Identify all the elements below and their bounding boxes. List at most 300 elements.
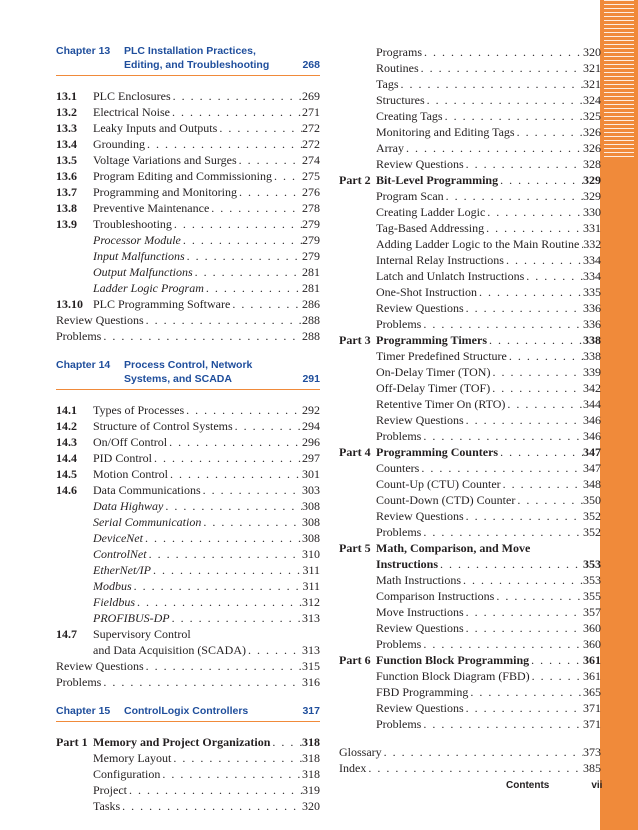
entry-label: DeviceNet — [93, 531, 143, 545]
toc-subentry[interactable] — [56, 514, 320, 530]
toc-entry[interactable] — [56, 184, 320, 200]
toc-entry[interactable] — [339, 620, 601, 636]
dot-leader — [160, 766, 302, 782]
dot-leader — [399, 76, 584, 92]
toc-entry[interactable]: 14.7 Supervisory Control — [56, 627, 191, 641]
section-number: 14.4 — [56, 451, 77, 465]
entry-page: 371 — [583, 717, 601, 731]
toc-entry[interactable] — [339, 396, 601, 412]
dot-leader — [504, 252, 583, 268]
entry-label: Routines — [376, 61, 419, 75]
entry-page: 286 — [302, 297, 320, 311]
part-1-entries — [56, 750, 320, 814]
entry-label: ControlNet — [93, 547, 147, 561]
entry-label: Creating Tags — [376, 109, 443, 123]
toc-entry[interactable] — [339, 44, 601, 60]
chapter-number: Chapter 15 — [56, 705, 111, 717]
section-number: 13.3 — [56, 121, 77, 135]
toc-subentry[interactable] — [56, 610, 320, 626]
entry-page: 365 — [583, 685, 601, 699]
toc-entry[interactable]: Review Questions . . . 315 — [56, 658, 320, 674]
toc-entry[interactable] — [56, 466, 320, 482]
dot-leader — [171, 88, 302, 104]
toc-entry[interactable] — [56, 482, 320, 498]
toc-entry[interactable] — [339, 92, 601, 108]
dot-leader — [421, 524, 583, 540]
page-number: vii — [591, 780, 603, 791]
section-number: 13.9 — [56, 217, 77, 231]
part-heading[interactable]: Part 3 Programming Timers . . . 338 — [339, 332, 601, 348]
entry-page: 326 — [583, 141, 601, 155]
toc-subentry[interactable] — [56, 562, 320, 578]
entry-label: Fieldbus — [93, 595, 135, 609]
part-heading[interactable]: Instructions . . . 353 — [339, 556, 601, 572]
dot-leader — [490, 380, 583, 396]
section-number: 13.2 — [56, 105, 77, 119]
dot-leader — [494, 588, 583, 604]
toc-entry[interactable]: Problems . . . 316 — [56, 674, 320, 690]
toc-entry-index[interactable]: Index . . . 385 — [339, 760, 601, 776]
toc-entry[interactable] — [339, 588, 601, 604]
entry-page: 371 — [583, 701, 601, 715]
entry-page: 350 — [583, 493, 601, 507]
entry-label: Off-Delay Timer (TOF) — [376, 381, 491, 395]
entry-label: Leaky Inputs and Outputs — [93, 121, 218, 135]
entry-label: Creating Ladder Logic — [376, 205, 486, 219]
chapter-page: 291 — [302, 373, 320, 385]
entry-page: 281 — [302, 281, 320, 295]
dot-leader — [167, 434, 302, 450]
entry-label: Program Scan — [376, 189, 444, 203]
toc-entry[interactable] — [339, 124, 601, 140]
entry-page: 318 — [302, 751, 320, 765]
entry-label: Move Instructions — [376, 605, 464, 619]
part-3-entries — [339, 348, 601, 444]
entry-label: Timer Predefined Structure — [376, 349, 507, 363]
toc-subentry[interactable] — [56, 232, 320, 248]
toc-subentry[interactable] — [56, 264, 320, 280]
dot-leader — [485, 204, 583, 220]
part-1-continued-entries — [339, 44, 601, 172]
dot-leader — [515, 492, 583, 508]
entry-page: 279 — [302, 217, 320, 231]
toc-subentry[interactable] — [56, 594, 320, 610]
part-heading[interactable]: Part 4 Programming Counters . . . 347 — [339, 444, 601, 460]
section-number: 13.7 — [56, 185, 77, 199]
entry-label: Count-Up (CTU) Counter — [376, 477, 501, 491]
toc-subentry[interactable] — [56, 280, 320, 296]
toc-entry[interactable] — [339, 204, 601, 220]
dot-leader — [204, 280, 302, 296]
entry-page: 313 — [302, 611, 320, 625]
dot-leader — [170, 610, 302, 626]
part-heading[interactable]: Part 1 Memory and Project Organization . . . 318 — [56, 734, 320, 750]
entry-page: 347 — [583, 461, 601, 475]
chapter-14-heading[interactable] — [56, 358, 320, 386]
entry-label: Review Questions — [376, 301, 464, 315]
toc-entry[interactable] — [339, 668, 601, 684]
entry-page: 355 — [583, 589, 601, 603]
toc-entry[interactable] — [56, 750, 320, 766]
entry-label: Review Questions — [376, 509, 464, 523]
toc-entry[interactable] — [56, 296, 320, 312]
toc-subentry[interactable] — [56, 578, 320, 594]
entry-page: 269 — [302, 89, 320, 103]
toc-entry[interactable] — [339, 316, 601, 332]
dot-leader — [419, 460, 583, 476]
entry-page: 330 — [583, 205, 601, 219]
entry-label: Tag-Based Addressing — [376, 221, 485, 235]
entry-page: 361 — [583, 669, 601, 683]
toc-entry[interactable] — [56, 200, 320, 216]
entry-page: 272 — [302, 137, 320, 151]
toc-entry[interactable] — [339, 284, 601, 300]
entry-label: PLC Enclosures — [93, 89, 171, 103]
toc-entry[interactable] — [56, 782, 320, 798]
toc-entry[interactable] — [339, 156, 601, 172]
chapter-15-heading[interactable] — [56, 704, 320, 718]
entry-page: 328 — [583, 157, 601, 171]
dot-leader — [524, 268, 583, 284]
toc-entry[interactable] — [339, 460, 601, 476]
entry-page: 308 — [302, 499, 320, 513]
toc-entry[interactable] — [56, 798, 320, 814]
toc-entry[interactable] — [56, 88, 320, 104]
toc-entry[interactable] — [56, 434, 320, 450]
section-number: 14.3 — [56, 435, 77, 449]
dot-leader — [530, 668, 583, 684]
entry-label: Program Editing and Commissioning — [93, 169, 272, 183]
dot-leader — [272, 168, 302, 184]
chapter-title: Process Control, Network Systems, and SCADA — [124, 359, 253, 385]
entry-label: PLC Programming Software — [93, 297, 231, 311]
entry-label: Configuration — [93, 767, 161, 781]
entry-page: 344 — [583, 397, 601, 411]
section-number: 14.2 — [56, 419, 77, 433]
toc-entry[interactable] — [56, 418, 320, 434]
entry-page: 279 — [302, 249, 320, 263]
entry-page: 334 — [583, 253, 601, 267]
toc-subentry[interactable] — [56, 530, 320, 546]
toc-entry[interactable] — [339, 492, 601, 508]
toc-entry[interactable] — [339, 364, 601, 380]
toc-entry[interactable] — [56, 402, 320, 418]
entry-page: 276 — [302, 185, 320, 199]
entry-label: Programming and Monitoring — [93, 185, 237, 199]
dot-leader — [233, 418, 302, 434]
entry-label: On-Delay Timer (TON) — [376, 365, 491, 379]
entry-label: PID Control — [93, 451, 153, 465]
section-number: 13.8 — [56, 201, 77, 215]
entry-page: 332 — [583, 237, 602, 251]
toc-entry[interactable]: and Data Acquisition (SCADA) . . . 313 — [56, 642, 320, 658]
dot-leader — [464, 412, 583, 428]
entry-page: 331 — [583, 221, 601, 235]
toc-subentry[interactable] — [56, 498, 320, 514]
entry-page: 346 — [583, 413, 601, 427]
part-6-entries — [339, 668, 601, 732]
entry-page: 271 — [302, 105, 320, 119]
toc-entry[interactable] — [339, 476, 601, 492]
entry-label: Array — [376, 141, 404, 155]
toc-entry[interactable] — [56, 766, 320, 782]
footer-label: Contents — [506, 780, 550, 791]
entry-label: Latch and Unlatch Instructions — [376, 269, 525, 283]
toc-entry[interactable] — [56, 450, 320, 466]
entry-label: Serial Communication — [93, 515, 202, 529]
dot-leader — [421, 316, 583, 332]
entry-page: 272 — [302, 121, 320, 135]
dot-leader — [152, 450, 302, 466]
entry-label: Review Questions — [376, 413, 464, 427]
dot-leader — [421, 636, 583, 652]
entry-page: 324 — [583, 93, 601, 107]
section-number: 13.6 — [56, 169, 77, 183]
entry-label: Project — [93, 783, 127, 797]
dot-leader — [464, 300, 583, 316]
part-heading[interactable]: Part 5 Math, Comparison, and Move — [339, 541, 531, 555]
entry-page: 310 — [302, 547, 320, 561]
entry-label: Math Instructions — [376, 573, 461, 587]
toc-entry[interactable] — [339, 636, 601, 652]
part-4-entries — [339, 460, 601, 540]
toc-entry[interactable] — [339, 716, 601, 732]
entry-label: Retentive Timer On (RTO) — [376, 397, 506, 411]
entry-page: 308 — [302, 531, 320, 545]
toc-entry[interactable] — [339, 380, 601, 396]
dot-leader — [515, 124, 583, 140]
chapter-number: Chapter 13 — [56, 45, 111, 57]
toc-entry[interactable] — [339, 76, 601, 92]
dot-leader — [484, 220, 583, 236]
dot-leader — [507, 348, 583, 364]
dot-leader — [419, 60, 583, 76]
entry-page: 321 — [583, 77, 601, 91]
dot-leader — [171, 750, 302, 766]
section-number: 14.1 — [56, 403, 77, 417]
entry-page: 360 — [583, 637, 601, 651]
chapter-14-entries — [56, 402, 320, 626]
dot-leader — [237, 152, 302, 168]
entry-label: Ladder Logic Program — [93, 281, 204, 295]
toc-entry[interactable] — [56, 136, 320, 152]
entry-page: 312 — [302, 595, 320, 609]
toc-right-column — [339, 44, 601, 776]
chapter-page: 317 — [302, 705, 320, 717]
chapter-13-entries — [56, 88, 320, 312]
toc-entry[interactable] — [56, 152, 320, 168]
dot-leader — [143, 530, 302, 546]
dot-leader — [425, 92, 583, 108]
entry-label: Motion Control — [93, 467, 169, 481]
part-heading[interactable]: Part 2 Bit-Level Programming . . . 329 — [339, 172, 601, 188]
section-number: 14.5 — [56, 467, 77, 481]
toc-entry[interactable] — [339, 140, 601, 156]
entry-page: 357 — [583, 605, 601, 619]
section-number: 13.10 — [56, 297, 83, 311]
entry-page: 335 — [583, 285, 601, 299]
toc-entry[interactable] — [339, 188, 601, 204]
dot-leader — [422, 44, 583, 60]
entry-label: Programs — [376, 45, 422, 59]
dot-leader — [217, 120, 302, 136]
chapter-13-heading[interactable] — [56, 44, 320, 72]
dot-leader — [464, 604, 583, 620]
entry-label: Problems — [376, 525, 422, 539]
entry-label: Problems — [376, 717, 422, 731]
toc-entry[interactable] — [339, 684, 601, 700]
dot-leader — [184, 402, 302, 418]
dot-leader — [201, 482, 302, 498]
entry-label: Troubleshooting — [93, 217, 172, 231]
dot-leader — [464, 156, 583, 172]
toc-entry[interactable] — [56, 168, 320, 184]
toc-entry[interactable] — [339, 300, 601, 316]
entry-label: Electrical Noise — [93, 105, 170, 119]
entry-page: 326 — [583, 125, 601, 139]
toc-left-column — [56, 44, 320, 814]
entry-label: Counters — [376, 461, 420, 475]
toc-entry-glossary[interactable]: Glossary . . . 373 — [339, 744, 601, 760]
toc-entry[interactable] — [339, 348, 601, 364]
entry-label: Internal Relay Instructions — [376, 253, 504, 267]
entry-label: Comparison Instructions — [376, 589, 495, 603]
toc-entry[interactable] — [339, 700, 601, 716]
entry-label: Structures — [376, 93, 425, 107]
entry-page: 278 — [302, 201, 320, 215]
dot-leader — [421, 428, 583, 444]
entry-label: Preventive Maintenance — [93, 201, 210, 215]
entry-label: PROFIBUS-DP — [93, 611, 170, 625]
toc-entry[interactable]: Review Questions . . . 288 — [56, 312, 320, 328]
entry-page: 346 — [583, 429, 601, 443]
entry-label: Review Questions — [376, 157, 464, 171]
entry-page: 334 — [583, 269, 601, 283]
dot-leader — [201, 514, 302, 530]
entry-page: 275 — [302, 169, 320, 183]
entry-label: Tags — [376, 77, 399, 91]
toc-entry[interactable] — [339, 572, 601, 588]
chapter-title: ControlLogix Controllers — [124, 705, 249, 717]
dot-leader — [163, 498, 302, 514]
part-2-entries — [339, 188, 601, 332]
toc-entry[interactable] — [56, 104, 320, 120]
dot-leader — [135, 594, 302, 610]
page-footer — [506, 780, 602, 791]
toc-entry[interactable] — [339, 60, 601, 76]
entry-page: 348 — [583, 477, 601, 491]
entry-label: Grounding — [93, 137, 145, 151]
entry-label: On/Off Control — [93, 435, 168, 449]
entry-label: Monitoring and Editing Tags — [376, 125, 515, 139]
entry-page: 320 — [583, 45, 601, 59]
entry-label: Adding Ladder Logic to the Main Routine — [376, 237, 580, 251]
dot-leader — [145, 136, 302, 152]
entry-page: 311 — [302, 579, 320, 593]
toc-entry[interactable] — [339, 268, 601, 284]
entry-label: Problems — [376, 637, 422, 651]
entry-page: 336 — [583, 317, 601, 331]
toc-entry[interactable] — [339, 524, 601, 540]
entry-page: 292 — [302, 403, 320, 417]
entry-label: Count-Down (CTD) Counter — [376, 493, 516, 507]
dot-leader — [464, 700, 583, 716]
entry-label: Problems — [376, 317, 422, 331]
toc-subentry[interactable] — [56, 546, 320, 562]
dot-leader — [237, 184, 302, 200]
entry-page: 325 — [583, 109, 601, 123]
entry-label: Structure of Control Systems — [93, 419, 233, 433]
toc-entry[interactable] — [339, 604, 601, 620]
dot-leader — [464, 620, 583, 636]
entry-label: Memory Layout — [93, 751, 172, 765]
entry-label: Data Communications — [93, 483, 201, 497]
orange-side-strip — [600, 0, 638, 830]
entry-page: 303 — [302, 483, 320, 497]
toc-entry[interactable] — [339, 412, 601, 428]
entry-page: 352 — [583, 525, 601, 539]
dot-leader — [181, 232, 302, 248]
entry-page: 318 — [302, 767, 320, 781]
entry-label: One-Shot Instruction — [376, 285, 477, 299]
toc-entry[interactable] — [56, 120, 320, 136]
entry-label: Output Malfunctions — [93, 265, 193, 279]
entry-page: 353 — [583, 573, 601, 587]
toc-entry[interactable] — [339, 428, 601, 444]
entry-label: Tasks — [93, 799, 121, 813]
dot-leader — [444, 188, 583, 204]
dot-leader — [170, 104, 302, 120]
entry-label: Processor Module — [93, 233, 181, 247]
entry-page: 339 — [583, 365, 601, 379]
chapter-number: Chapter 14 — [56, 359, 111, 371]
entry-page: 342 — [583, 381, 601, 395]
entry-page: 301 — [302, 467, 320, 481]
entry-page: 297 — [302, 451, 320, 465]
entry-page: 319 — [302, 783, 320, 797]
entry-label: Review Questions — [376, 621, 464, 635]
part-heading[interactable]: Part 6 Function Block Programming . . . 361 — [339, 652, 601, 668]
entry-page: 329 — [583, 189, 601, 203]
entry-page: 320 — [302, 799, 320, 813]
toc-entry[interactable] — [339, 108, 601, 124]
toc-entry[interactable] — [339, 252, 601, 268]
toc-subentry[interactable] — [56, 248, 320, 264]
toc-entry[interactable] — [339, 220, 601, 236]
dot-leader — [168, 466, 302, 482]
entry-label: FBD Programming — [376, 685, 469, 699]
entry-page: 352 — [583, 509, 601, 523]
toc-entry[interactable] — [56, 216, 320, 232]
entry-label: Input Malfunctions — [93, 249, 185, 263]
entry-page: 308 — [302, 515, 320, 529]
entry-label: EtherNet/IP — [93, 563, 151, 577]
entry-page: 360 — [583, 621, 601, 635]
toc-entry[interactable] — [339, 508, 601, 524]
entry-page: 321 — [583, 61, 601, 75]
toc-entry[interactable] — [339, 236, 601, 252]
dot-leader — [468, 684, 583, 700]
toc-entry[interactable]: Problems . . . 288 — [56, 328, 320, 344]
entry-label: Modbus — [93, 579, 132, 593]
dot-leader — [490, 364, 583, 380]
section-number: 13.1 — [56, 89, 77, 103]
dot-leader — [120, 798, 302, 814]
dot-leader — [501, 476, 583, 492]
dot-leader — [230, 296, 302, 312]
entry-page: 281 — [302, 265, 320, 279]
section-number: 14.6 — [56, 483, 77, 497]
